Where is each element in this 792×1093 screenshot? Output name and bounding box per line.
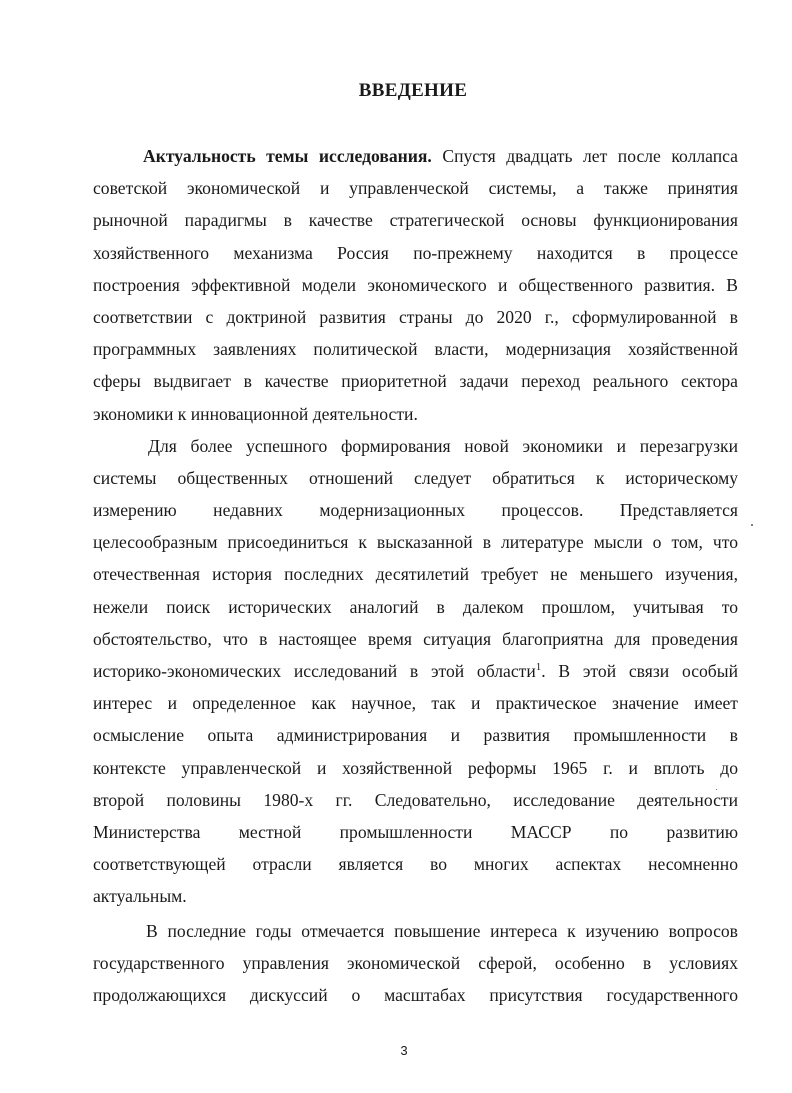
- paragraph-line: хозяйственного механизма Россия по-прежнему находится в процессе: [93, 242, 738, 263]
- paragraph-line: соответствии с доктриной развития страны до 2020 г., сформулированной в: [93, 306, 738, 327]
- paragraph-line: экономики к инновационной деятельности.: [93, 403, 418, 424]
- paragraph-line-text: историко-экономических исследований в этой области: [93, 661, 536, 681]
- paragraph-line: продолжающихся дискуссий о масштабах присутствия государственного: [93, 984, 738, 1005]
- paragraph-line: советской экономической и управленческой системы, а также принятия: [93, 178, 738, 199]
- paragraph-line: государственного управления экономической сферой, особенно в условиях: [93, 952, 738, 973]
- paragraph-line: сферы выдвигает в качестве приоритетной задачи переход реального сектора: [93, 371, 738, 392]
- paragraph-line: [93, 655, 738, 687]
- paragraph-line: актуальным.: [93, 886, 187, 907]
- paragraph-line: нежели поиск исторических аналогий в далеком прошлом, учитывая то: [93, 596, 738, 617]
- body-text: [93, 140, 738, 1011]
- relevance-lead-term: Актуальность темы исследования.: [143, 146, 432, 166]
- paragraph-line-text: Спустя двадцать лет после коллапса: [431, 146, 738, 166]
- paragraph-line: рыночной парадигмы в качестве стратегической основы функционирования: [93, 210, 738, 231]
- scan-speck: [716, 789, 717, 790]
- paragraph-line: целесообразным присоединиться к высказанной в литературе мысли о том, что: [93, 532, 738, 553]
- paragraph-line: Министерства местной промышленности МАССР по развитию: [93, 821, 738, 842]
- paragraph-line: отечественная история последних десятилетий требует не меньшего изучения,: [93, 564, 738, 585]
- paragraph-historical: [93, 430, 738, 913]
- paragraph-line: системы общественных отношений следует обратиться к историческому: [93, 467, 738, 488]
- paragraph-line: осмысление опыта администрирования и развития промышленности в: [93, 725, 738, 746]
- paragraph-line: интерес и определенное как научное, так и практическое значение имеет: [93, 693, 738, 714]
- paragraph-line: контексте управленческой и хозяйственной реформы 1965 г. и вплоть до: [93, 757, 738, 778]
- paragraph-line: измерению недавних модернизационных процессов. Представляется: [93, 500, 738, 521]
- paragraph-line: второй половины 1980-х гг. Следовательно, исследование деятельности: [93, 789, 738, 810]
- paragraph-line: обстоятельство, что в настоящее время ситуация благоприятна для проведения: [93, 628, 738, 649]
- paragraph-recent-years: [93, 915, 738, 1012]
- paragraph-line: соответствующей отрасли является во многих аспектах несомненно: [93, 854, 738, 875]
- paragraph-line: В последние годы отмечается повышение интереса к изучению вопросов: [146, 920, 738, 941]
- paragraph-line: программных заявлениях политической власти, модернизация хозяйственной: [93, 339, 738, 360]
- paragraph-line: построения эффективной модели экономического и общественного развития. В: [93, 274, 738, 295]
- scan-speck: [751, 524, 753, 526]
- page-number: 3: [400, 1043, 408, 1058]
- paragraph-line-text: . В этой связи особый: [541, 661, 738, 681]
- footnote-reference[interactable]: 1: [535, 661, 542, 674]
- paragraph-line: [93, 140, 738, 172]
- paragraph-relevance: [93, 140, 738, 430]
- page-heading: ВВЕДЕНИЕ: [358, 80, 468, 101]
- paragraph-line: Для более успешного формирования новой экономики и перезагрузки: [148, 435, 738, 456]
